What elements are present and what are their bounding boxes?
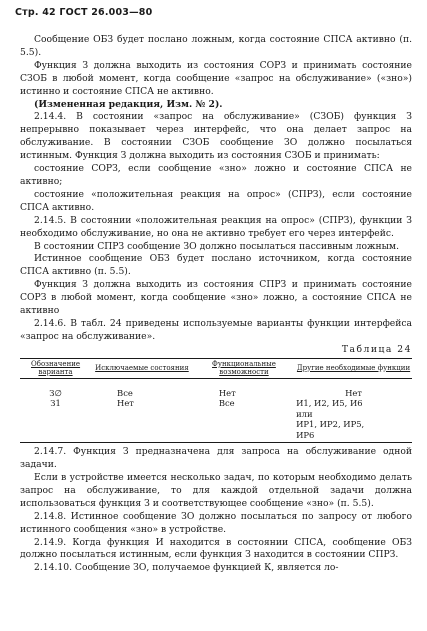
column-header: Исключаемые состояния: [91, 358, 193, 378]
paragraph: состояние «положительная реакция на опрос» (СПРЗ), если состояние СПСА активно.: [20, 188, 412, 213]
paragraph: 2.14.10. Сообщение ЗО, получаемое функцией К, является ло-: [34, 562, 339, 574]
table-header-row: [20, 358, 412, 378]
paragraph: В состоянии СПРЗ сообщение ЗО должно посылаться пассивным ложным.: [34, 240, 400, 252]
column-header: Другие необходимые функции: [295, 358, 412, 378]
table-cell: Нет: [91, 398, 193, 443]
paragraph: 2.14.7. Функция З предназначена для запроса на обслуживание одной задачи.: [20, 446, 412, 471]
table-cell: З1: [20, 398, 91, 443]
paragraph: Истинное сообщение ОБЗ будет послано источником, когда состояние СПСА активно (п. 5.5).: [20, 253, 412, 278]
paragraph: 2.14.4. В состоянии «запрос на обслуживание» (СЗОБ) функция З непрерывно показывает через интерфейс, что она делает запрос на обслуживание. В состоянии СЗОБ сообщение ЗО должно посылаться истинным. Функция З должна выходить из состояния СЗОБ и принимать:: [20, 111, 412, 162]
table-cell: Все: [117, 387, 133, 398]
paragraph: 2.14.9. Когда функция И находится в состоянии СПСА, сообщение ОБЗ должно посылаться истинным, если функция З находится в состоянии СПРЗ.: [20, 536, 412, 561]
paragraph: Функция З должна выходить из состояния СПРЗ и принимать состояние СОРЗ в любой момент, когда сообщение «зно» ложно, а состояние СПСА не активно: [20, 279, 412, 317]
table-row: [20, 378, 412, 398]
paragraph-with-table-ref: 2.14.6. В табл. 24 приведены используемые варианты функции интерфейса «запрос на обслуживание».: [20, 317, 412, 342]
table-24: [20, 358, 412, 444]
paragraph: 2.14.8. Истинное сообщение ЗО должно посылаться по запросу от любого истинного сообщения «зно» в устройстве.: [20, 510, 412, 535]
table-row: [20, 398, 412, 443]
amendment-note: (Измененная редакция, Изм. № 2).: [34, 98, 223, 110]
page-header: Стр. 42 ГОСТ 26.003—80: [15, 7, 153, 18]
table-caption: Таблица 24: [341, 343, 412, 355]
paragraph: состояние СОРЗ, если сообщение «зно» ложно и состояние СПСА не активно;: [20, 163, 412, 187]
table-cell: З∅: [49, 387, 62, 398]
paragraph: Сообщение ОБЗ будет послано ложным, когда состояние СПСА активно (п. 5.5).: [20, 34, 412, 58]
table-cell: Все: [193, 398, 295, 443]
table-cell: Нет: [218, 387, 236, 398]
table-cell: И1, И2, И5, И6 или ИР1, ИР2, ИР5, ИР6: [295, 398, 412, 443]
paragraph: Если в устройстве имеется несколько задач, по которым необходимо делать запрос на обслуживание, то для каждой отдельной задачи должна использоваться функция З и соответствующее сообщение «зно» (п. 5.5).: [20, 471, 412, 509]
column-header: Функциональные возможности: [193, 358, 295, 378]
table-cell: Нет: [345, 387, 362, 398]
column-header: Обозначение варианта: [20, 358, 91, 378]
document-body: [20, 34, 412, 575]
paragraph: 2.14.5. В состоянии «положительная реакция на опрос» (СПРЗ), функции З необходимо обслуживание, но она не активно требует его через интерфейс.: [20, 214, 412, 239]
paragraph: Функция З должна выходить из состояния СОРЗ и принимать состояние СЗОБ в любой момент, когда сообщение «запрос на обслуживание» («зно») истинно и состояние СПСА не активно.: [20, 59, 412, 97]
